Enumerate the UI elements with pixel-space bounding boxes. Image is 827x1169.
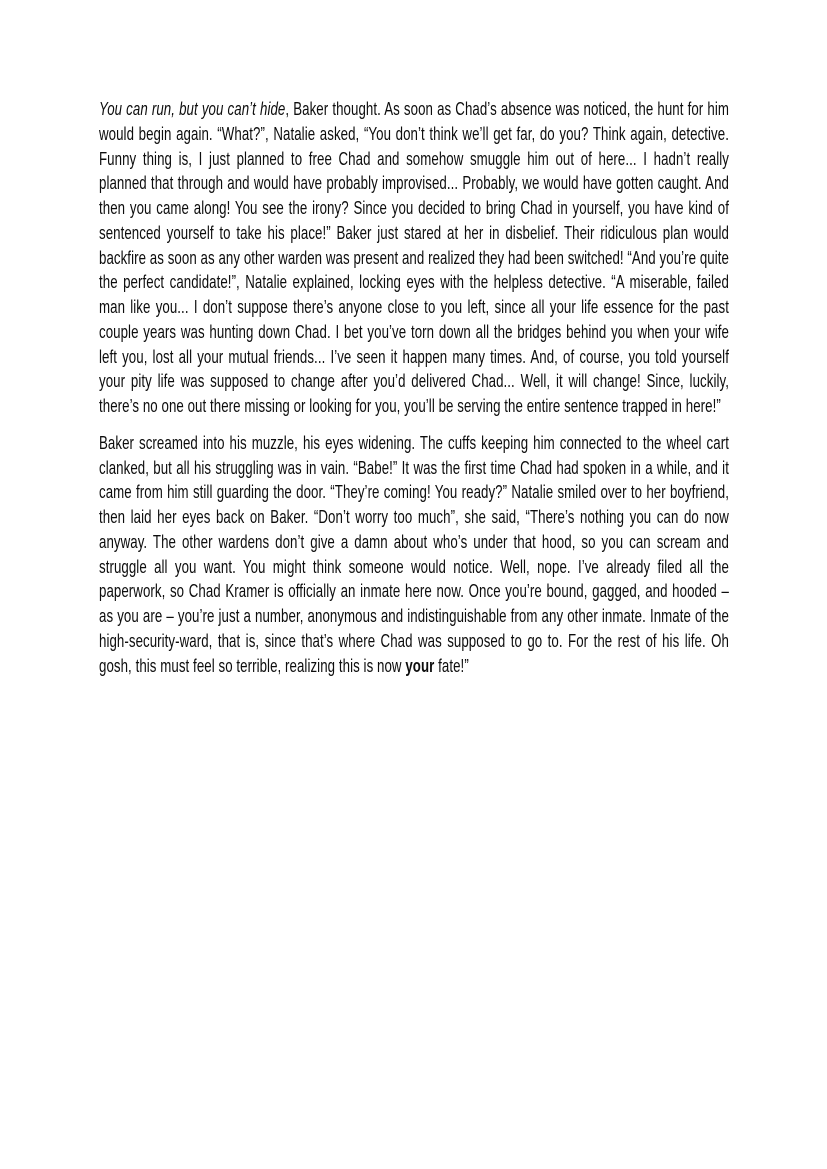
paragraph-2 [99,431,729,679]
italic-run: You can run, but you can’t hide [99,99,286,119]
text-run: fate!” [434,655,469,676]
page-content [99,97,729,678]
text-block [99,97,729,678]
paragraph-1 [99,97,729,419]
text-run: Baker screamed into his muzzle, his eyes widening. The cuffs keeping him connected to the wheel cart clanked, but all his struggling was in vain. “Babe!” It was the first time Chad had spoken in a while, and it came from him still guarding the door. “They’re coming! You ready?” Natalie smiled over to her boyfriend, then laid her eyes back on Baker. “Don’t worry too much”, she said, “There’s nothing you can do now anyway. The other wardens don’t give a damn about who’s under that hood, so you can scream and struggle all you want. You might think someone would notice. Well, nope. I’ve already filed all the paperwork, so Chad Kramer is officially an inmate here now. Once you’re bound, gagged, and hooded – as you are – you’re just a number, anonymous and indistinguishable from any other inmate. Inmate of the high-security-ward, that is, since that’s where Chad was supposed to go to. For the rest of his life. Oh gosh, this must feel so terrible, realizing this is now [99,432,729,676]
bold-run: your [405,655,435,676]
text-run: , Baker thought. As soon as Chad’s absence was noticed, the hunt for him would begin again. “What?”, Natalie asked, “You don’t think we’ll get far, do you? Think again, detective. Funny thing is, I just planned to free Chad and somehow smuggle him out of here... I hadn’t really planned that through and would have probably improvised... Probably, we would have gotten caught. And then you came along! You see the irony? Since you decided to bring Chad in yourself, you have kind of sentenced yourself to take his place!” Baker just stared at her in disbelief. Their ridiculous plan would backfire as soon as any other warden was present and realized they had been switched! “And you’re quite the perfect candidate!”, Natalie explained, locking eyes with the helpless detective. “A miserable, failed man like you... I don’t suppose there’s anyone close to you left, since all your life essence for the past couple years was hunting down Chad. I bet you’ve torn down all the bridges behind you when your wife left you, lost all your mutual friends... I’ve seen it happen many times. And, of course, you told yourself your pity life was supposed to change after you’d delivered Chad... Well, it will change! Since, luckily, there’s no one out there missing or looking for you, you’ll be serving the entire sentence trapped in here!” [99,99,729,416]
